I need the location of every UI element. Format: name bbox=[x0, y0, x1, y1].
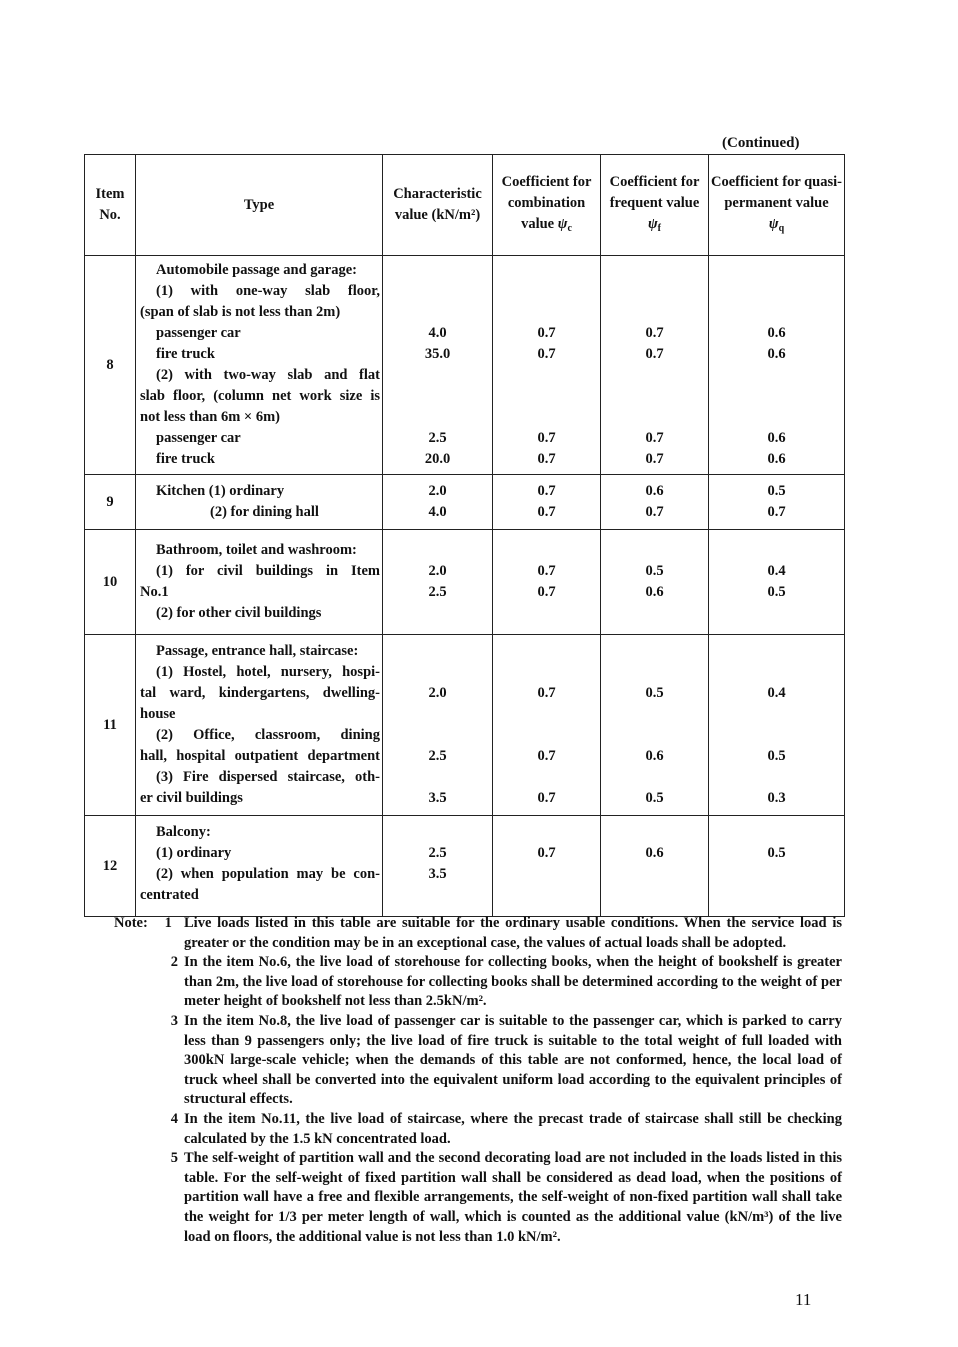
table-row bbox=[85, 530, 845, 635]
item-number-cell: 10 bbox=[85, 530, 136, 635]
note-item bbox=[114, 953, 842, 1012]
value-line bbox=[493, 662, 600, 683]
value-line bbox=[709, 767, 844, 788]
note-number: 2 bbox=[170, 954, 178, 971]
value-line: 0.7 bbox=[645, 346, 664, 362]
type-line: (span of slab is not less than 2m) bbox=[140, 304, 341, 320]
type-line: slab floor, (column net work size is bbox=[140, 388, 380, 404]
psi-f-symbol: $\psi_f$ bbox=[647, 215, 662, 234]
value-line: 0.7 bbox=[537, 346, 556, 362]
note-label: Note: bbox=[114, 915, 148, 931]
value-line bbox=[383, 725, 492, 746]
type-line: fire truck bbox=[156, 346, 215, 362]
combination-coefficient-cell bbox=[493, 816, 601, 917]
value-line: 0.7 bbox=[645, 504, 664, 520]
value-line bbox=[601, 822, 708, 843]
value-line: 0.7 bbox=[537, 483, 556, 499]
psi-c-symbol: $\psi_c$ bbox=[557, 215, 572, 234]
value-line bbox=[709, 302, 844, 323]
value-line bbox=[601, 885, 708, 906]
note-text: In the item No.8, the live load of passenger car is suitable to the passenger car, which is parked to carry less than 9 passengers only; the live load of fire truck is suitable to the total weight of full loaded with 300kN large-scale vehicle; when the demands of this table are not conformed, hence, the local load of truck wheel shall be converted into the equivalent uniform load according to the equivalent principles of structural effects. bbox=[184, 1012, 842, 1108]
combination-coefficient-label: Coefficient for combination value bbox=[501, 173, 592, 232]
quasi-permanent-coefficient-label: Coefficient for quasi-permanent value bbox=[710, 173, 843, 211]
value-line: 2.0 bbox=[428, 685, 447, 701]
note-text: Live loads listed in this table are suitable for the ordinary usable conditions. When the service load is greater or the condition may be in an exceptional case, the values of actual loads shall be adopted. bbox=[184, 915, 842, 951]
value-line: 20.0 bbox=[424, 451, 451, 467]
value-line bbox=[383, 407, 492, 428]
type-line: (2) for dining hall bbox=[210, 504, 319, 520]
value-line bbox=[709, 407, 844, 428]
type-line: not less than 6m × 6m) bbox=[140, 409, 280, 425]
value-line: 0.6 bbox=[767, 430, 786, 446]
type-line: Balcony: bbox=[156, 824, 211, 840]
item-number-cell: 12 bbox=[85, 816, 136, 917]
type-line: (2) for other civil buildings bbox=[156, 605, 322, 621]
value-line: 2.0 bbox=[428, 483, 447, 499]
type-cell bbox=[136, 635, 383, 816]
table-row bbox=[85, 475, 845, 530]
value-line bbox=[383, 641, 492, 662]
value-line bbox=[383, 704, 492, 725]
value-line: 0.7 bbox=[645, 451, 664, 467]
value-line: 3.5 bbox=[428, 790, 447, 806]
value-line: 0.7 bbox=[537, 845, 556, 861]
value-line: 2.5 bbox=[428, 845, 447, 861]
value-line bbox=[601, 302, 708, 323]
value-line bbox=[493, 365, 600, 386]
note-item bbox=[114, 1110, 842, 1149]
value-line: 0.6 bbox=[767, 325, 786, 341]
value-line bbox=[601, 260, 708, 281]
type-cell bbox=[136, 816, 383, 917]
type-line: Passage, entrance hall, staircase: bbox=[156, 643, 359, 659]
value-line: 2.5 bbox=[428, 430, 447, 446]
item-number-cell: 8 bbox=[85, 256, 136, 475]
value-line: 2.0 bbox=[428, 563, 447, 579]
value-line bbox=[493, 767, 600, 788]
value-line bbox=[601, 281, 708, 302]
type-cell bbox=[136, 256, 383, 475]
value-line: 0.6 bbox=[645, 748, 664, 764]
characteristic-value-cell bbox=[383, 256, 493, 475]
table-notes bbox=[114, 914, 842, 1247]
value-line bbox=[709, 725, 844, 746]
value-line: 0.6 bbox=[767, 346, 786, 362]
value-line bbox=[709, 386, 844, 407]
characteristic-value-cell bbox=[383, 635, 493, 816]
value-line bbox=[709, 822, 844, 843]
value-line bbox=[383, 260, 492, 281]
note-number: 3 bbox=[170, 1012, 178, 1029]
value-line: 0.7 bbox=[537, 430, 556, 446]
value-line bbox=[493, 260, 600, 281]
value-line bbox=[493, 407, 600, 428]
value-line: 0.5 bbox=[645, 685, 664, 701]
header-frequent-coefficient bbox=[601, 155, 709, 256]
value-line bbox=[383, 603, 492, 624]
value-line: 0.5 bbox=[767, 748, 786, 764]
value-line: 0.4 bbox=[767, 563, 786, 579]
frequent-coefficient-cell bbox=[601, 530, 709, 635]
value-line: 0.5 bbox=[767, 584, 786, 600]
value-line bbox=[493, 822, 600, 843]
type-line: (3) Fire dispersed staircase, oth- bbox=[156, 769, 380, 785]
type-line: (1) with one-way slab floor, bbox=[156, 283, 380, 299]
value-line: 0.7 bbox=[645, 430, 664, 446]
value-line: 0.7 bbox=[767, 504, 786, 520]
type-line: Bathroom, toilet and washroom: bbox=[156, 542, 357, 558]
value-line bbox=[493, 885, 600, 906]
type-line: (1) ordinary bbox=[156, 845, 232, 861]
header-characteristic-value: Characteristic value (kN/m²) bbox=[383, 155, 493, 256]
characteristic-value-cell bbox=[383, 816, 493, 917]
value-line: 0.7 bbox=[537, 504, 556, 520]
frequent-coefficient-cell bbox=[601, 635, 709, 816]
type-line: house bbox=[140, 706, 176, 722]
value-line: 0.6 bbox=[645, 845, 664, 861]
type-line: centrated bbox=[140, 887, 199, 903]
table-header-row bbox=[85, 155, 845, 256]
value-line bbox=[383, 822, 492, 843]
frequent-coefficient-cell bbox=[601, 475, 709, 530]
characteristic-value-cell bbox=[383, 475, 493, 530]
value-line bbox=[493, 540, 600, 561]
characteristic-value-cell bbox=[383, 530, 493, 635]
combination-coefficient-cell bbox=[493, 635, 601, 816]
value-line bbox=[383, 885, 492, 906]
value-line bbox=[383, 540, 492, 561]
type-line: Kitchen (1) ordinary bbox=[156, 483, 285, 499]
value-line bbox=[709, 281, 844, 302]
table-row bbox=[85, 256, 845, 475]
table-row bbox=[85, 635, 845, 816]
type-line: (1) Hostel, hotel, nursery, hospi- bbox=[156, 664, 380, 680]
value-line bbox=[709, 603, 844, 624]
value-line: 0.5 bbox=[645, 563, 664, 579]
value-line: 0.5 bbox=[645, 790, 664, 806]
value-line bbox=[709, 864, 844, 885]
value-line bbox=[709, 540, 844, 561]
value-line: 0.7 bbox=[537, 563, 556, 579]
header-quasi-permanent-coefficient bbox=[709, 155, 845, 256]
value-line bbox=[493, 725, 600, 746]
combination-coefficient-cell bbox=[493, 475, 601, 530]
value-line bbox=[601, 864, 708, 885]
value-line: 0.6 bbox=[767, 451, 786, 467]
value-line bbox=[709, 704, 844, 725]
frequent-coefficient-cell bbox=[601, 816, 709, 917]
quasi-permanent-coefficient-cell bbox=[709, 256, 845, 475]
value-line bbox=[601, 386, 708, 407]
type-line: er civil buildings bbox=[140, 790, 243, 806]
type-cell bbox=[136, 475, 383, 530]
header-item-no: Item No. bbox=[85, 155, 136, 256]
value-line bbox=[601, 704, 708, 725]
type-line: passenger car bbox=[156, 325, 241, 341]
value-line bbox=[383, 386, 492, 407]
value-line bbox=[493, 603, 600, 624]
value-line bbox=[383, 767, 492, 788]
item-number-cell: 11 bbox=[85, 635, 136, 816]
value-line: 3.5 bbox=[428, 866, 447, 882]
item-number-cell: 9 bbox=[85, 475, 136, 530]
page-number: 11 bbox=[795, 1290, 812, 1309]
type-line: (2) with two-way slab and flat bbox=[156, 367, 380, 383]
type-line: (2) when population may be con- bbox=[156, 866, 380, 882]
value-line: 0.6 bbox=[645, 584, 664, 600]
value-line bbox=[493, 281, 600, 302]
note-item bbox=[114, 1149, 842, 1247]
live-load-table bbox=[84, 154, 845, 917]
type-cell bbox=[136, 530, 383, 635]
type-line: fire truck bbox=[156, 451, 215, 467]
quasi-permanent-coefficient-cell bbox=[709, 635, 845, 816]
value-line: 0.7 bbox=[537, 748, 556, 764]
value-line: 0.4 bbox=[767, 685, 786, 701]
quasi-permanent-coefficient-cell bbox=[709, 475, 845, 530]
type-line: hall, hospital outpatient department bbox=[140, 748, 380, 764]
value-line bbox=[601, 603, 708, 624]
value-line: 0.5 bbox=[767, 483, 786, 499]
note-item bbox=[114, 1012, 842, 1110]
value-line bbox=[601, 725, 708, 746]
value-line: 35.0 bbox=[424, 346, 451, 362]
type-line: passenger car bbox=[156, 430, 241, 446]
note-number: 5 bbox=[170, 1150, 178, 1167]
value-line: 0.6 bbox=[645, 483, 664, 499]
value-line bbox=[493, 386, 600, 407]
type-line: (2) Office, classroom, dining bbox=[156, 727, 380, 743]
value-line: 4.0 bbox=[428, 504, 447, 520]
value-line: 0.7 bbox=[537, 325, 556, 341]
value-line bbox=[709, 260, 844, 281]
frequent-coefficient-cell bbox=[601, 256, 709, 475]
value-line bbox=[709, 641, 844, 662]
psi-q-symbol: $\psi_q$ bbox=[768, 215, 785, 234]
note-number: 1 bbox=[164, 915, 172, 931]
value-line: 0.7 bbox=[537, 451, 556, 467]
value-line: 4.0 bbox=[428, 325, 447, 341]
value-line bbox=[601, 662, 708, 683]
combination-coefficient-cell bbox=[493, 256, 601, 475]
value-line bbox=[709, 662, 844, 683]
quasi-permanent-coefficient-cell bbox=[709, 816, 845, 917]
value-line: 0.7 bbox=[645, 325, 664, 341]
type-line: No.1 bbox=[140, 584, 169, 600]
combination-coefficient-cell bbox=[493, 530, 601, 635]
value-line: 2.5 bbox=[428, 748, 447, 764]
value-line: 2.5 bbox=[428, 584, 447, 600]
value-line bbox=[493, 864, 600, 885]
header-type: Type bbox=[136, 155, 383, 256]
value-line bbox=[601, 540, 708, 561]
type-line: (1) for civil buildings in Item bbox=[156, 563, 380, 579]
value-line: 0.5 bbox=[767, 845, 786, 861]
value-line bbox=[709, 885, 844, 906]
table-body bbox=[85, 256, 845, 917]
frequent-coefficient-label: Coefficient for frequent value bbox=[609, 173, 700, 211]
value-line bbox=[601, 365, 708, 386]
note-text: In the item No.6, the live load of storehouse for collecting books, when the height of bookshelf is greater than 2m, the live load of storehouse for collecting books shall be determined according to the weight of per meter height of bookshelf not less than 2.5kN/m². bbox=[184, 954, 842, 1010]
continued-label: (Continued) bbox=[722, 135, 800, 151]
value-line bbox=[709, 365, 844, 386]
value-line: 0.7 bbox=[537, 685, 556, 701]
value-line bbox=[493, 641, 600, 662]
note-text: In the item No.11, the live load of staircase, where the precast trade of staircase shall still be checking calculated by the 1.5 kN concentrated load. bbox=[184, 1110, 842, 1147]
quasi-permanent-coefficient-cell bbox=[709, 530, 845, 635]
value-line bbox=[383, 365, 492, 386]
value-line bbox=[383, 662, 492, 683]
note-number: 4 bbox=[170, 1110, 178, 1127]
note-item bbox=[114, 914, 842, 953]
value-line bbox=[493, 704, 600, 725]
type-line: tal ward, kindergartens, dwelling- bbox=[140, 685, 380, 701]
value-line bbox=[601, 641, 708, 662]
value-line: 0.7 bbox=[537, 584, 556, 600]
value-line bbox=[383, 302, 492, 323]
value-line: 0.7 bbox=[537, 790, 556, 806]
value-line bbox=[601, 767, 708, 788]
value-line bbox=[383, 281, 492, 302]
header-combination-coefficient bbox=[493, 155, 601, 256]
value-line bbox=[601, 407, 708, 428]
value-line: 0.3 bbox=[767, 790, 786, 806]
note-text: The self-weight of partition wall and the second decorating load are not included in the loads listed in this table. For the self-weight of fixed partition wall shall be considered as dead load, when the positions of partition wall have a free and flexible arrangements, the self-weight of non-fixed partition wall shall take the weight for 1/3 per meter length of wall, which is counted as the additional value (kN/m³) of the live load on floors, the additional value is not less than 1.0 kN/m². bbox=[184, 1150, 842, 1245]
table-row bbox=[85, 816, 845, 917]
value-line bbox=[493, 302, 600, 323]
type-line: Automobile passage and garage: bbox=[156, 262, 357, 278]
